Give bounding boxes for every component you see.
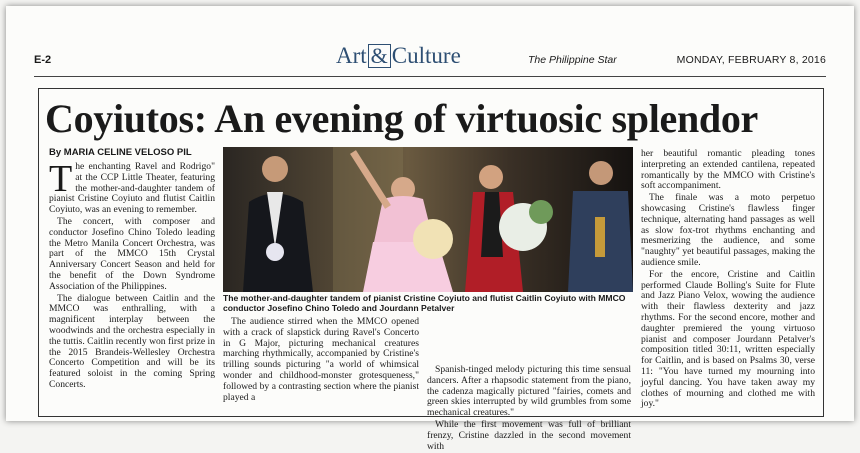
page-number: E-2	[34, 54, 52, 66]
section-title	[336, 43, 461, 69]
column-3	[427, 365, 631, 453]
column-2	[223, 317, 419, 404]
paragraph: The enchanting Ravel and Rodrigo" at the CCP Little Theater, featuring the mother-and-daughter tandem of pianist Cristine Coyiuto and flutist Caitlin Coyiuto, was an evening to remember.	[49, 158, 215, 216]
column-4	[641, 149, 815, 411]
paragraph: While the first movement was full of brilliant frenzy, Cristine dazzled in the second movement with	[427, 418, 631, 452]
article-box	[38, 88, 824, 452]
concert-photo	[223, 147, 633, 292]
masthead	[34, 42, 826, 76]
newspaper-page	[6, 6, 854, 452]
column-1	[49, 158, 215, 392]
section-ampersand: &	[368, 44, 391, 68]
masthead-rule	[34, 76, 826, 77]
section-title-right: Culture	[391, 43, 461, 68]
photo-caption: The mother-and-daughter tandem of pianist Cristine Coyiuto and flutist Caitlin Coyiuto with MMCO conductor Josefino Chino Toledo and Jourdann Petalver	[223, 293, 626, 313]
paragraph: The dialogue between Caitlin and the MMCO was enthralling, with a magnificent interplay between the woodwinds and the orchestra especially in the tuttis. Caitlin recently won first prize in the 2015 Brandeis-Wellesley Orchestra Concerto Competition and will be its featured soloist in the coming Spring Concerts.	[49, 292, 215, 390]
drop-cap: T	[49, 158, 73, 200]
newspaper-name: The Philippine Star	[528, 54, 617, 66]
paragraph: For the encore, Cristine and Caitlin performed Claude Bolling's Suite for Flute and Jazz Piano Velox, wowing the audience with their flawless dexterity and jazz rhythms. For the second encore, mother and daughter premiered the young virtuoso pianist and composer Jourdann Petalver's composition titled 30:11, written especially for Caitlin, and is based on Psalms 30, verse 11: "You have turned my mourning into joyful dancing. You have taken away my clothes of mourning and clothed me with joy."	[641, 268, 815, 410]
headline: Coyiutos: An evening of virtuosic splendor	[45, 96, 759, 141]
paragraph: The finale was a moto perpetuo showcasing Cristine's flawless finger technique, alternating hand passages as well as slow fox-trot rhythms enchanting and mesmerizing the audience, and some "naughty" yet beautiful passages, making the audience smile.	[641, 192, 815, 268]
photo-illustration	[223, 147, 633, 292]
paragraph: The concert, with composer and conductor Josefino Chino Toledo leading the Metro Manila Concert Orchestra, was part of the MMCO 15th Crystal Anniversary Concert Season and held for the benefit of the Down Syndrome Association of the Philippines.	[49, 215, 215, 292]
section-title-left: Art	[336, 43, 367, 68]
paragraph: The audience stirred when the MMCO opened with a crack of slapstick during Ravel's Concerto in G Major, picturing mechanical creatures marching rhythmically, accompanied by Cristine's trilling sounds picturing "a world of whimsical wonder and childhood-monster grotesqueness," followed by a contrasting section where the pianist played a	[223, 316, 419, 403]
issue-date: MONDAY, FEBRUARY 8, 2016	[676, 54, 826, 66]
paragraph: her beautiful romantic pleading tones interpreting an extended cantilena, repeated romantically by the MMCO with Cristine's soft accompaniment.	[641, 148, 815, 192]
paragraph: Spanish-tinged melody picturing this time sensual dancers. After a rhapsodic statement from the piano, the cadenza magically pictured "fairies, comets and green skies interrupted by wild grumbles from some mechanical creatures."	[427, 364, 631, 419]
byline: By MARIA CELINE VELOSO PIL	[49, 147, 192, 158]
